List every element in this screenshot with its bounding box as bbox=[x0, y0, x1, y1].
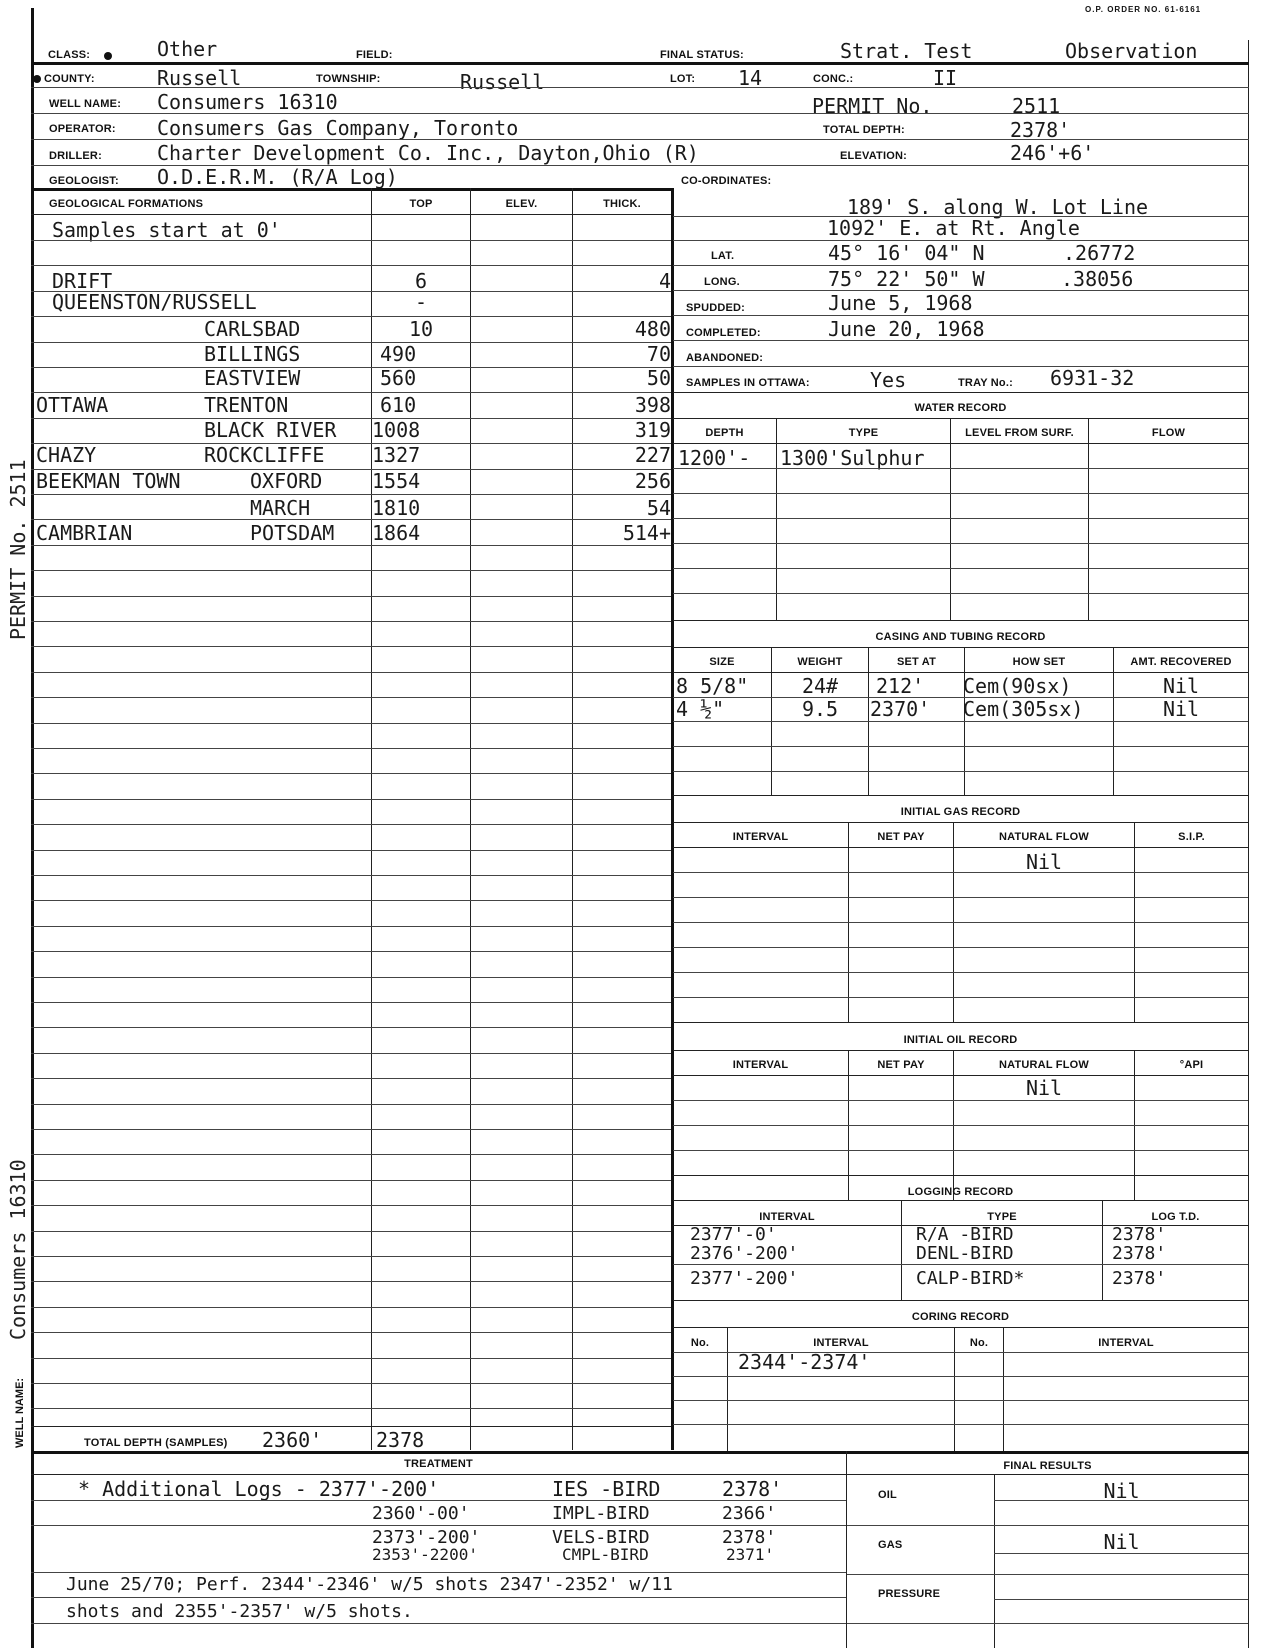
lot-label: LOT: bbox=[670, 73, 696, 85]
well-name-value: Consumers 16310 bbox=[157, 90, 338, 114]
total-depth-value: 2378' bbox=[1010, 118, 1071, 142]
final-status-value-2: Observation bbox=[1065, 39, 1198, 63]
formation-top: 490 bbox=[380, 342, 417, 366]
rule bbox=[673, 366, 1248, 367]
ruled-line bbox=[673, 972, 1248, 973]
rule bbox=[673, 672, 1248, 673]
final-results-title: FINAL RESULTS bbox=[1003, 1460, 1092, 1472]
permit-label: PERMIT No. bbox=[812, 94, 933, 118]
treatment-line-a: 2353'-2200' bbox=[372, 1545, 478, 1564]
conc-label: CONC.: bbox=[813, 73, 854, 85]
ruled-line bbox=[31, 469, 671, 470]
ruled-line bbox=[31, 697, 671, 698]
col-rule bbox=[846, 1451, 847, 1648]
ruled-line bbox=[31, 1154, 671, 1155]
ruled-line bbox=[673, 897, 1248, 898]
ruled-line bbox=[673, 1150, 1248, 1151]
casing-record-title: CASING AND TUBING RECORD bbox=[875, 631, 1046, 643]
formation-group: BEEKMAN TOWN bbox=[36, 469, 181, 493]
county-label: COUNTY: bbox=[44, 73, 95, 85]
rule bbox=[31, 1623, 846, 1624]
left-border bbox=[31, 8, 34, 1648]
col-rule bbox=[470, 188, 471, 1450]
water-type-header: TYPE bbox=[848, 427, 879, 439]
formation-top: 560 bbox=[380, 366, 417, 390]
coord-line-1: 189' S. along W. Lot Line bbox=[847, 195, 1149, 219]
log-type: CALP-BIRD* bbox=[916, 1268, 1025, 1289]
casing-amt: Nil bbox=[1162, 674, 1200, 698]
rule bbox=[673, 1264, 1248, 1265]
oil-natflow-header: NATURAL FLOW bbox=[999, 1059, 1089, 1071]
township-value: Russell bbox=[460, 70, 545, 94]
rule bbox=[31, 113, 1249, 114]
formation-thick: 50 bbox=[646, 366, 671, 390]
lat-value: 45° 16' 04" N bbox=[828, 241, 985, 265]
ruled-line bbox=[673, 518, 1248, 519]
oil-result: Nil bbox=[1103, 1479, 1140, 1503]
rule bbox=[673, 847, 1248, 848]
field-label: FIELD: bbox=[356, 49, 393, 61]
col-rule bbox=[954, 1327, 955, 1451]
log-type-header: TYPE bbox=[987, 1211, 1017, 1223]
ruled-line bbox=[31, 1129, 671, 1130]
formation-top: 1864 bbox=[372, 521, 421, 545]
formation-name: BILLINGS bbox=[204, 342, 301, 366]
col-rule bbox=[901, 1200, 902, 1300]
ruled-line bbox=[31, 519, 671, 520]
rule bbox=[847, 1525, 1248, 1526]
formation-name: TRENTON bbox=[204, 393, 289, 417]
water-flow-header: FLOW bbox=[1151, 427, 1186, 439]
formation-thick: 4 bbox=[658, 269, 671, 293]
formation-group: OTTAWA bbox=[36, 393, 109, 417]
rule bbox=[31, 1525, 846, 1526]
formation-name: CARLSBAD bbox=[204, 317, 301, 341]
log-type: R/A -BIRD bbox=[916, 1224, 1014, 1245]
col-rule bbox=[950, 418, 951, 620]
formation-thick: 227 bbox=[634, 443, 671, 467]
driller-label: DRILLER: bbox=[49, 150, 102, 162]
formation-group: DRIFT bbox=[52, 269, 113, 293]
formation-name: BLACK RIVER bbox=[204, 418, 337, 442]
elev-header: ELEV. bbox=[505, 198, 538, 210]
bullet-icon bbox=[33, 75, 41, 83]
samples-note: Samples start at 0' bbox=[52, 218, 281, 242]
treatment-line-c: 2366' bbox=[722, 1503, 777, 1524]
formation-top: 610 bbox=[380, 393, 417, 417]
ruled-line bbox=[673, 493, 1248, 494]
formation-thick: 480 bbox=[634, 317, 671, 341]
ruled-line bbox=[31, 748, 671, 749]
samples-ottawa-label: SAMPLES IN OTTAWA: bbox=[686, 377, 810, 389]
rule bbox=[673, 418, 1248, 419]
class-value: Other bbox=[157, 37, 218, 61]
rule bbox=[673, 795, 1248, 796]
ruled-line bbox=[31, 291, 671, 292]
casing-howset: Cem(305sx) bbox=[963, 697, 1084, 721]
gas-record-title: INITIAL GAS RECORD bbox=[900, 806, 1021, 818]
water-level-header: LEVEL FROM SURF. bbox=[965, 427, 1074, 439]
core-interval-header: INTERVAL bbox=[813, 1337, 869, 1349]
core-no-header-2: No. bbox=[969, 1337, 989, 1349]
ruled-line bbox=[673, 468, 1248, 469]
formation-thick: 319 bbox=[634, 418, 671, 442]
county-value: Russell bbox=[157, 66, 242, 90]
casing-size: 8 5/8" bbox=[676, 674, 749, 698]
casing-weight: 24# bbox=[801, 674, 839, 698]
rule bbox=[673, 771, 1248, 772]
class-label: CLASS: bbox=[48, 49, 91, 61]
col-rule bbox=[776, 418, 777, 620]
ruled-line bbox=[31, 621, 671, 622]
formation-name: ROCKCLIFFE bbox=[204, 443, 325, 467]
gas-sip-header: S.I.P. bbox=[1178, 831, 1205, 843]
long-decimal: .38056 bbox=[1061, 267, 1134, 291]
treatment-note-2: shots and 2355'-2357' w/5 shots. bbox=[66, 1601, 413, 1622]
ruled-line bbox=[673, 1376, 1248, 1377]
rule bbox=[673, 443, 1248, 444]
casing-amt-header: AMT. RECOVERED bbox=[1130, 656, 1232, 668]
top-header: TOP bbox=[409, 198, 433, 210]
long-value: 75° 22' 50" W bbox=[828, 267, 985, 291]
total-depth-label: TOTAL DEPTH: bbox=[823, 124, 905, 136]
rule bbox=[31, 1426, 671, 1427]
ruled-line bbox=[31, 596, 671, 597]
treatment-line-b: IES -BIRD bbox=[552, 1477, 661, 1501]
ruled-line bbox=[673, 1100, 1248, 1101]
rule bbox=[673, 340, 1248, 341]
ruled-line bbox=[673, 872, 1248, 873]
log-interval: 2377'-200' bbox=[690, 1268, 799, 1289]
rule bbox=[847, 1474, 1248, 1475]
formation-group: QUEENSTON/RUSSELL bbox=[52, 290, 257, 314]
casing-setat-header: SET AT bbox=[896, 656, 937, 668]
permit-value: 2511 bbox=[1012, 94, 1061, 118]
oil-label: OIL bbox=[878, 1489, 897, 1501]
gas-label: GAS bbox=[878, 1539, 903, 1551]
col-rule bbox=[371, 188, 372, 1450]
rule bbox=[31, 1451, 1249, 1454]
rule bbox=[673, 746, 1248, 747]
formation-thick: 256 bbox=[634, 469, 671, 493]
casing-howset-header: HOW SET bbox=[1012, 656, 1066, 668]
formation-thick: 70 bbox=[646, 342, 671, 366]
ruled-line bbox=[31, 646, 671, 647]
lot-value: 14 bbox=[738, 66, 763, 90]
log-interval: 2376'-200' bbox=[690, 1243, 799, 1264]
log-td-header: LOG T.D. bbox=[1151, 1211, 1200, 1223]
final-status-label: FINAL STATUS: bbox=[660, 49, 744, 61]
ruled-line bbox=[673, 1125, 1248, 1126]
gas-netpay-header: NET PAY bbox=[877, 831, 925, 843]
treatment-line-c: 2371' bbox=[726, 1545, 775, 1564]
formation-top: 1810 bbox=[372, 496, 421, 520]
side-permit: PERMIT No. 2511 bbox=[6, 459, 30, 640]
ruled-line bbox=[31, 1332, 671, 1333]
rule bbox=[31, 139, 1249, 140]
ruled-line bbox=[31, 875, 671, 876]
coord-line-2: 1092' E. at Rt. Angle bbox=[827, 216, 1080, 240]
log-td: 2378' bbox=[1112, 1268, 1167, 1289]
core-interval: 2344'-2374' bbox=[738, 1350, 871, 1374]
casing-setat: 212' bbox=[876, 674, 925, 698]
ruled-line bbox=[31, 850, 671, 851]
ruled-line bbox=[31, 570, 671, 571]
treatment-title: TREATMENT bbox=[404, 1458, 473, 1470]
completed-label: COMPLETED: bbox=[686, 327, 761, 339]
gas-result: Nil bbox=[1103, 1530, 1140, 1554]
ruled-line bbox=[673, 947, 1248, 948]
casing-howset: Cem(90sx) bbox=[963, 674, 1072, 698]
ruled-line bbox=[31, 951, 671, 952]
rule bbox=[994, 1500, 1248, 1501]
ruled-line bbox=[31, 1281, 671, 1282]
ruled-line bbox=[31, 545, 671, 546]
ruled-line bbox=[31, 316, 671, 317]
rule bbox=[31, 1474, 846, 1475]
geologist-label: GEOLOGIST: bbox=[49, 175, 119, 187]
rule bbox=[673, 1022, 1248, 1023]
col-rule bbox=[1088, 418, 1089, 620]
ruled-line bbox=[31, 1104, 671, 1105]
casing-size: 4 ½" bbox=[676, 697, 725, 721]
ruled-line bbox=[31, 1408, 671, 1409]
ruled-line bbox=[31, 443, 671, 444]
formation-name: MARCH bbox=[250, 496, 311, 520]
treatment-note-1: June 25/70; Perf. 2344'-2346' w/5 shots 2347'-2352' w/11 bbox=[66, 1574, 673, 1595]
formation-name: POTSDAM bbox=[250, 521, 335, 545]
formation-top: - bbox=[414, 290, 428, 314]
rule bbox=[994, 1553, 1248, 1554]
log-td: 2378' bbox=[1112, 1243, 1167, 1264]
logging-record-title: LOGGING RECORD bbox=[907, 1186, 1014, 1198]
rule bbox=[31, 1597, 846, 1598]
oil-api-header: °API bbox=[1179, 1059, 1204, 1071]
ruled-line bbox=[673, 543, 1248, 544]
rule bbox=[673, 620, 1248, 621]
ruled-line bbox=[31, 1180, 671, 1181]
formation-thick: 398 bbox=[634, 393, 671, 417]
rule bbox=[31, 214, 671, 215]
rule bbox=[673, 392, 1248, 393]
driller-value: Charter Development Co. Inc., Dayton,Ohio (R) bbox=[157, 141, 699, 165]
ruled-line bbox=[31, 723, 671, 724]
long-label: LONG. bbox=[704, 276, 740, 288]
ruled-line bbox=[31, 926, 671, 927]
core-no-header: No. bbox=[690, 1337, 710, 1349]
geologist-value: O.D.E.R.M. (R/A Log) bbox=[157, 165, 398, 189]
log-interval: 2377'-0' bbox=[690, 1224, 777, 1245]
ruled-line bbox=[31, 342, 671, 343]
treatment-line-c: 2378' bbox=[722, 1527, 777, 1548]
oil-interval-header: INTERVAL bbox=[732, 1059, 789, 1071]
spudded-value: June 5, 1968 bbox=[828, 291, 973, 315]
treatment-line-b: IMPL-BIRD bbox=[552, 1503, 650, 1524]
tray-no-label: TRAY No.: bbox=[958, 377, 1013, 389]
ruled-line bbox=[31, 672, 671, 673]
col-rule bbox=[671, 188, 674, 1450]
operator-label: OPERATOR: bbox=[49, 123, 116, 135]
ruled-line bbox=[31, 799, 671, 800]
completed-value: June 20, 1968 bbox=[828, 317, 985, 341]
ruled-line bbox=[673, 997, 1248, 998]
ruled-line bbox=[31, 265, 671, 266]
formation-group: CAMBRIAN bbox=[36, 521, 133, 545]
spudded-label: SPUDDED: bbox=[686, 302, 746, 314]
water-depth-header: DEPTH bbox=[705, 427, 744, 439]
rule bbox=[673, 822, 1248, 823]
abandoned-label: ABANDONED: bbox=[686, 352, 764, 364]
core-interval-header-2: INTERVAL bbox=[1098, 1337, 1154, 1349]
tray-no-value: 6931-32 bbox=[1050, 366, 1135, 390]
treatment-line-a: 2360'-00' bbox=[372, 1503, 470, 1524]
ruled-line bbox=[31, 240, 671, 241]
formation-top: 1327 bbox=[372, 443, 421, 467]
oil-record-title: INITIAL OIL RECORD bbox=[903, 1034, 1018, 1046]
elevation-label: ELEVATION: bbox=[840, 150, 907, 162]
ruled-line bbox=[31, 1358, 671, 1359]
rule bbox=[31, 188, 673, 191]
water-depth: 1200'- bbox=[678, 446, 751, 470]
ruled-line bbox=[31, 824, 671, 825]
lat-decimal: .26772 bbox=[1063, 241, 1136, 265]
order-number: O.P. ORDER NO. 61-6161 bbox=[1085, 5, 1202, 14]
rule bbox=[847, 1623, 1248, 1624]
casing-setat: 2370' bbox=[870, 697, 931, 721]
water-record-title: WATER RECORD bbox=[914, 402, 1007, 414]
ruled-line bbox=[31, 392, 671, 393]
formation-thick: 54 bbox=[646, 496, 671, 520]
well-name-label: WELL NAME: bbox=[49, 98, 122, 110]
treatment-line-b: CMPL-BIRD bbox=[562, 1545, 649, 1564]
ruled-line bbox=[31, 1053, 671, 1054]
water-type: 1300'Sulphur bbox=[780, 446, 925, 470]
ruled-line bbox=[31, 1307, 671, 1308]
ruled-line bbox=[31, 494, 671, 495]
rule bbox=[847, 1574, 1248, 1575]
log-interval-header: INTERVAL bbox=[759, 1211, 815, 1223]
ruled-line bbox=[31, 367, 671, 368]
casing-size-header: SIZE bbox=[709, 656, 735, 668]
casing-weight: 9.5 bbox=[801, 697, 839, 721]
coring-record-title: CORING RECORD bbox=[911, 1311, 1010, 1323]
samples-ottawa-value: Yes bbox=[870, 368, 907, 392]
ruled-line bbox=[31, 1231, 671, 1232]
ruled-line bbox=[31, 1256, 671, 1257]
rule bbox=[994, 1599, 1248, 1600]
operator-value: Consumers Gas Company, Toronto bbox=[157, 116, 519, 140]
ruled-line bbox=[31, 418, 671, 419]
bullet-icon bbox=[104, 52, 112, 60]
formation-name: EASTVIEW bbox=[204, 366, 301, 390]
oil-natural-flow: Nil bbox=[1025, 1076, 1063, 1100]
formation-thick: 514+ bbox=[622, 521, 671, 545]
formation-top: 1554 bbox=[372, 469, 421, 493]
ruled-line bbox=[673, 922, 1248, 923]
thick-header: THICK. bbox=[603, 198, 641, 210]
casing-amt: Nil bbox=[1162, 697, 1200, 721]
ruled-line bbox=[673, 568, 1248, 569]
ruled-line bbox=[673, 1400, 1248, 1401]
treatment-line-a: 2373'-200' bbox=[372, 1527, 481, 1548]
rule bbox=[31, 1500, 846, 1501]
side-well-name-label: WELL NAME: bbox=[14, 1377, 26, 1448]
formation-top: 6 bbox=[414, 269, 428, 293]
elevation-value: 246'+6' bbox=[1010, 141, 1095, 165]
ruled-line bbox=[31, 1027, 671, 1028]
log-td: 2378' bbox=[1112, 1224, 1167, 1245]
rule bbox=[673, 721, 1248, 722]
rule bbox=[673, 1200, 1248, 1201]
formation-top: 10 bbox=[408, 317, 434, 341]
formations-header: GEOLOGICAL FORMATIONS bbox=[49, 198, 204, 210]
total-depth-samples-label: TOTAL DEPTH (SAMPLES) bbox=[84, 1437, 228, 1449]
col-rule bbox=[727, 1327, 728, 1451]
ruled-line bbox=[31, 900, 671, 901]
rule bbox=[673, 265, 1248, 266]
total-depth-top-value: 2378 bbox=[376, 1428, 425, 1452]
ruled-line bbox=[31, 773, 671, 774]
col-rule bbox=[1003, 1327, 1004, 1451]
ruled-line bbox=[31, 1205, 671, 1206]
rule bbox=[673, 315, 1248, 316]
rule bbox=[673, 1300, 1248, 1301]
gas-natflow-header: NATURAL FLOW bbox=[999, 831, 1089, 843]
final-status-value: Strat. Test bbox=[840, 39, 973, 63]
pressure-label: PRESSURE bbox=[878, 1588, 941, 1600]
rule bbox=[673, 1327, 1248, 1328]
ruled-line bbox=[31, 1078, 671, 1079]
rule bbox=[31, 87, 1249, 88]
rule bbox=[673, 647, 1248, 648]
treatment-line-a: * Additional Logs - 2377'-200' bbox=[78, 1477, 440, 1501]
gas-natural-flow: Nil bbox=[1025, 850, 1063, 874]
ruled-line bbox=[673, 593, 1248, 594]
oil-netpay-header: NET PAY bbox=[877, 1059, 925, 1071]
right-border bbox=[1248, 40, 1249, 1648]
ruled-line bbox=[673, 1424, 1248, 1425]
treatment-line-c: 2378' bbox=[722, 1477, 783, 1501]
log-type: DENL-BIRD bbox=[916, 1243, 1014, 1264]
side-well-name: Consumers 16310 bbox=[6, 1159, 30, 1340]
ruled-line bbox=[31, 977, 671, 978]
rule bbox=[673, 1050, 1248, 1051]
treatment-line-b: VELS-BIRD bbox=[552, 1527, 650, 1548]
ruled-line bbox=[31, 1383, 671, 1384]
col-rule bbox=[1102, 1200, 1103, 1300]
rule bbox=[31, 1572, 846, 1573]
ruled-line bbox=[31, 1002, 671, 1003]
lat-label: LAT. bbox=[711, 250, 735, 262]
township-label: TOWNSHIP: bbox=[316, 73, 381, 85]
gas-interval-header: INTERVAL bbox=[732, 831, 789, 843]
total-depth-samples-value: 2360' bbox=[262, 1428, 323, 1452]
casing-weight-header: WEIGHT bbox=[797, 656, 843, 668]
formation-name: OXFORD bbox=[250, 469, 323, 493]
formation-group: CHAZY bbox=[36, 443, 97, 467]
conc-value: II bbox=[933, 66, 958, 90]
rule bbox=[673, 1175, 1248, 1176]
formation-top: 1008 bbox=[372, 418, 421, 442]
coordinates-label: CO-ORDINATES: bbox=[681, 175, 772, 187]
ruled-line bbox=[673, 1352, 1248, 1353]
